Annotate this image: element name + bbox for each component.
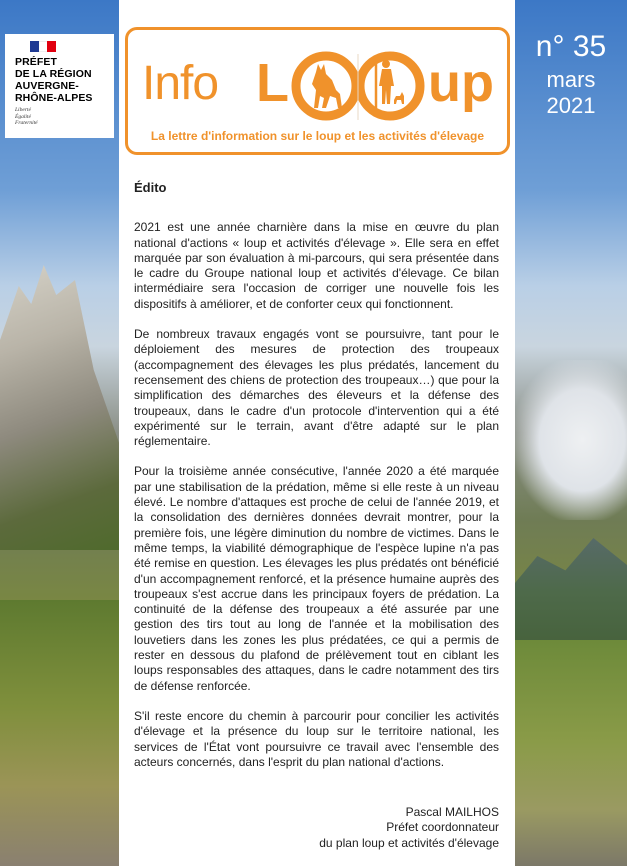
signature-name: Pascal MAILHOS: [405, 805, 499, 819]
signature-role: Préfet coordonnateur: [386, 820, 499, 835]
cloud-decoration: [515, 360, 627, 520]
masthead: [125, 27, 510, 155]
logo-up-text: up: [428, 53, 494, 113]
prefet-line-3: AUVERGNE-: [15, 80, 79, 92]
issue-year: 2021: [546, 93, 596, 118]
signature-plan: du plan loup et activités d'élevage: [319, 835, 499, 850]
prefet-line-1: PRÉFET: [15, 56, 58, 68]
article-paragraph: S'il reste encore du chemin à parcourir pour concilier les activités d'élevage et la présence du loup sur le territoire national, les services de l'État vont poursuivre ce travail avec l'ensemble des acteurs concernés, dans l'esprit du plan national d'actions.: [134, 708, 499, 769]
meadow-right: [515, 640, 627, 866]
edito-article: [134, 180, 499, 785]
meadow-left: [0, 600, 125, 866]
issue-info: [515, 30, 627, 119]
logo-l-text: L: [256, 53, 289, 113]
issue-number: n° 35: [535, 30, 607, 63]
prefet-line-2: DE LA RÉGION: [15, 68, 92, 80]
article-paragraph: De nombreux travaux engagés vont se poursuivre, tant pour le déploiement des mesures de protection des troupeaux (accompagnement des élevages les plus prédatés, lancement du recensement des chiens de protection des troupeaux…) que pour la simplification des démarches des éleveurs et la défense des troupeaux, dans le cadre d'un protocole d'intervention qui a été expérimenté sur le terrain, avant d'être adapté sur le plan réglementaire.: [134, 327, 499, 449]
masthead-subtitle: La lettre d'information sur le loup et les activités d'élevage: [150, 129, 485, 143]
signature-block: [319, 805, 499, 851]
republic-motto: Liberté Égalité Fraternité: [15, 107, 38, 126]
infoloup-logo: [142, 48, 502, 122]
article-title: Édito: [134, 180, 167, 195]
article-paragraph: Pour la troisième année consécutive, l'année 2020 a été marquée par une stabilisation de la prédation, même si elle reste à un niveau élevé. Le nombre d'attaques est proche de celui de l'année 2019, et la consolidation des dernières données devrait montrer, pour la première fois, une légère diminution du nombre de victimes. Dans le même temps, la viabilité démographique de l'espèce lupine n'a pas été remise en question. Les élevages les plus prédatés ont bénéficié d'un accompagnement renforcé, et la présence humaine auprès des troupeaux s'est accrue dans les principaux foyers de prédation. La continuité de la défense des troupeaux a été assurée par une gestion des tirs tout au long de l'année et la mobilisation des louvetiers dans les zones les plus prédatées, ce qui a permis de rester en dessous du plafond de prélèvement tout en ciblant les loups responsables des attaques, dans le cadre notamment des tirs de défense renforcée.: [134, 464, 499, 693]
french-flag-icon: [30, 41, 56, 52]
prefet-line-4: RHÔNE-ALPES: [15, 92, 93, 104]
wolf-and-shepherd-icon: [290, 50, 430, 122]
issue-month: mars: [546, 67, 596, 92]
prefet-logo: [5, 34, 114, 138]
article-paragraph: 2021 est une année charnière dans la mise en œuvre du plan national d'actions « loup et activités d'élevage ». Elle sera en effet marquée par son évaluation à mi-parcours, qui sera présentée dans le cadre du Groupe national loup et activités d'élevage. Ce bilan intermédiaire sera l'occasion de corriger une nouvelle fois les dispositifs à améliorer, et de conforter ceux qui fonctionnent.: [134, 220, 499, 311]
logo-info-text: Info: [142, 57, 219, 110]
